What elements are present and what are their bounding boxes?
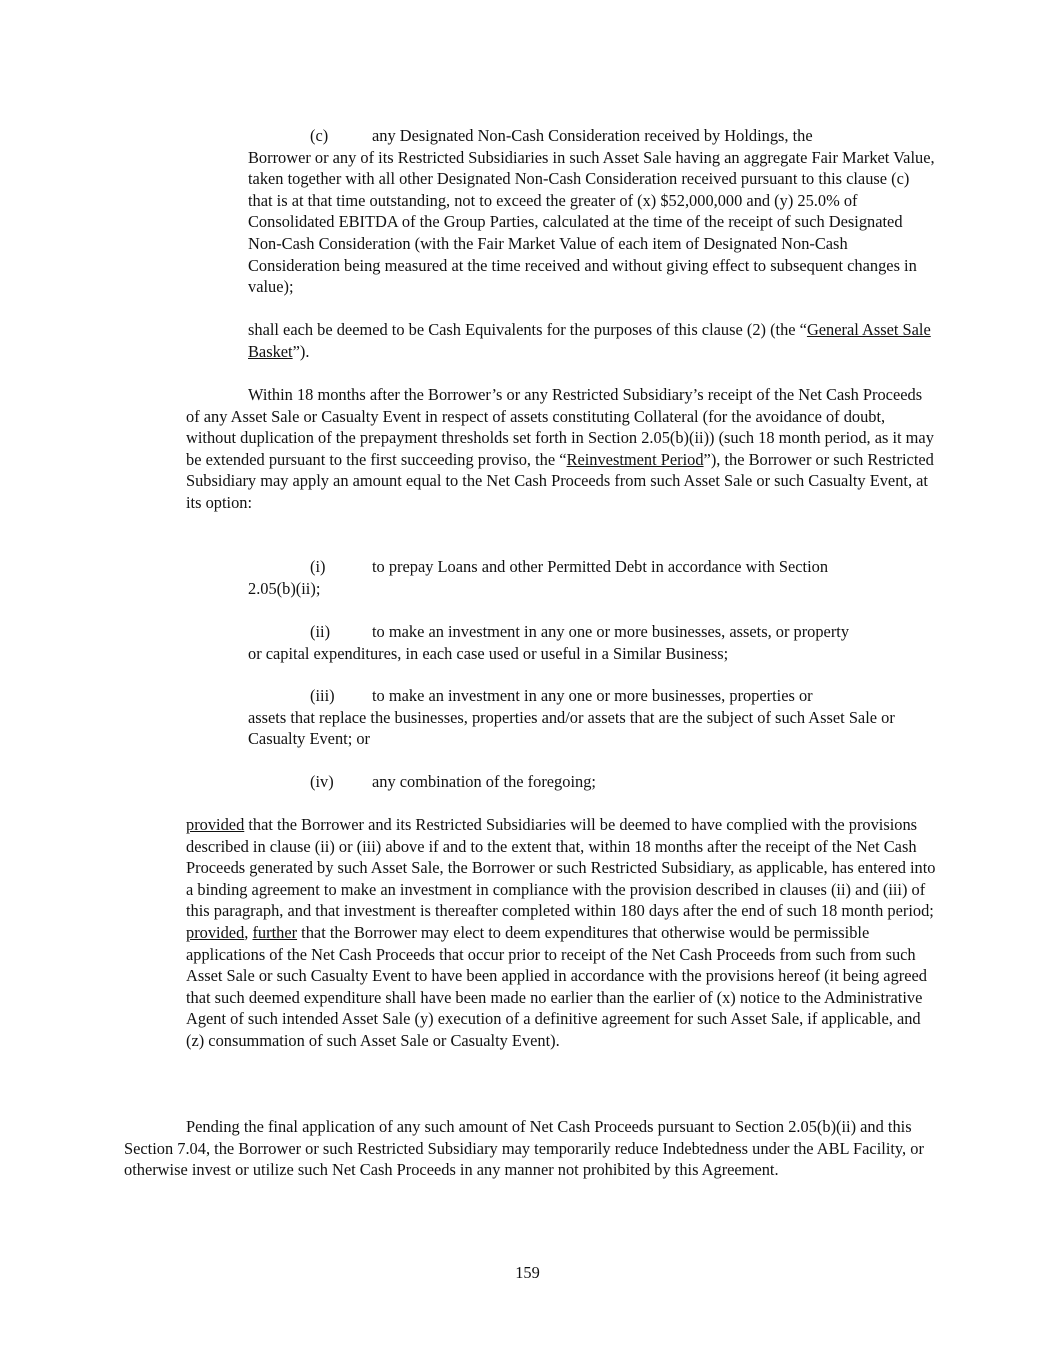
clause-c-first-line: any Designated Non-Cash Consideration received by Holdings, the [372, 126, 813, 145]
provided-term: provided [186, 815, 245, 834]
provided-term: provided [186, 922, 245, 942]
option-iii: (iii) to make an investment in any one or more businesses, properties or assets that replace the businesses, properties and/or assets that are the subject of such Asset Sale or Casualty Event; or [248, 686, 895, 749]
option-iv: (iv) any combination of the foregoing; [310, 772, 596, 791]
clause-c-body: Borrower or any of its Restricted Subsidiaries in such Asset Sale having an aggregate Fair Market Value, taken together with all other Designated Non-Cash Consideration received pursuant to this clause (c) that is at that time outstanding, not to exceed the greater of (x) $52,000,000 and (y) 25.0% of Consolidated EBITDA of the Group Parties, calculated at the time of the receipt of such Designated Non-Cash Consideration (with the Fair Market Value of each item of Designated Non-Cash Consideration being measured at the time received and without giving effect to subsequent changes in value); [248, 147, 935, 297]
deemed-paragraph: shall each be deemed to be Cash Equivalents for the purposes of this clause (2) (the “General Asset Sale Basket”). [248, 320, 931, 361]
option-label: (iv) [310, 772, 334, 791]
defined-term-general-asset-sale-basket: General Asset Sale Basket [248, 320, 931, 361]
option-label: (iii) [310, 686, 335, 705]
reinvestment-paragraph: Within 18 months after the Borrower’s or any Restricted Subsidiary’s receipt of the Net Cash Proceeds of any Asset Sale or Casualty Event in respect of assets constituting Collateral (for the avoidance of doubt, without duplication of the prepayment thresholds set forth in Section 2.05(b)(ii)) (such 18 month period, as it may be extended pursuant to the first succeeding proviso, the “Reinvestment Period”), the Borrower or such Restricted Subsidiary may apply an amount equal to the Net Cash Proceeds from such Asset Sale or such Casualty Event, at its option: [186, 385, 934, 512]
clause-c [248, 125, 938, 298]
page-number: 159 [515, 1263, 540, 1282]
option-ii: (ii) to make an investment in any one or more businesses, assets, or property or capital expenditures, in each case used or useful in a Similar Business; [248, 622, 850, 663]
clause-c-label: (c) [310, 126, 329, 145]
option-label: (ii) [310, 622, 331, 641]
option-label: (i) [310, 557, 326, 576]
further-term: further [252, 922, 298, 942]
option-i: (i) to prepay Loans and other Permitted Debt in accordance with Section 2.05(b)(ii); [248, 557, 829, 598]
defined-term-reinvestment-period: Reinvestment Period [566, 449, 704, 469]
proviso-paragraph: provided that the Borrower and its Restricted Subsidiaries will be deemed to have complied with the provisions described in clause (ii) or (iii) above if and to the extent that, within 18 months after the receipt of the Net Cash Proceeds generated by such Asset Sale, the Borrower or such Restricted Subsidiary, as applicable, has entered into a binding agreement to make an investment in compliance with the provision described in clauses (ii) and (iii) of this paragraph, and that investment is thereafter completed within 180 days after the end of such 18 month period; provided, further that the Borrower may elect to deem expenditures that otherwise would be permissible applications of the Net Cash Proceeds that occur prior to receipt of the Net Cash Proceeds from such from such Asset Sale or such Casualty Event to have been applied in accordance with the provisions hereof (it being agreed that such deemed expenditure shall have been made no earlier than the earlier of (x) notice to the Administrative Agent of such intended Asset Sale (y) execution of a definitive agreement for such Asset Sale, if applicable, and (z) consummation of such Asset Sale or Casualty Event). [186, 815, 936, 1050]
pending-paragraph: Pending the final application of any such amount of Net Cash Proceeds pursuant to Section 2.05(b)(ii) and this Section 7.04, the Borrower or such Restricted Subsidiary may temporarily reduce Indebtedness under the ABL Facility, or otherwise invest or utilize such Net Cash Proceeds in any manner not prohibited by this Agreement. [124, 1117, 924, 1180]
